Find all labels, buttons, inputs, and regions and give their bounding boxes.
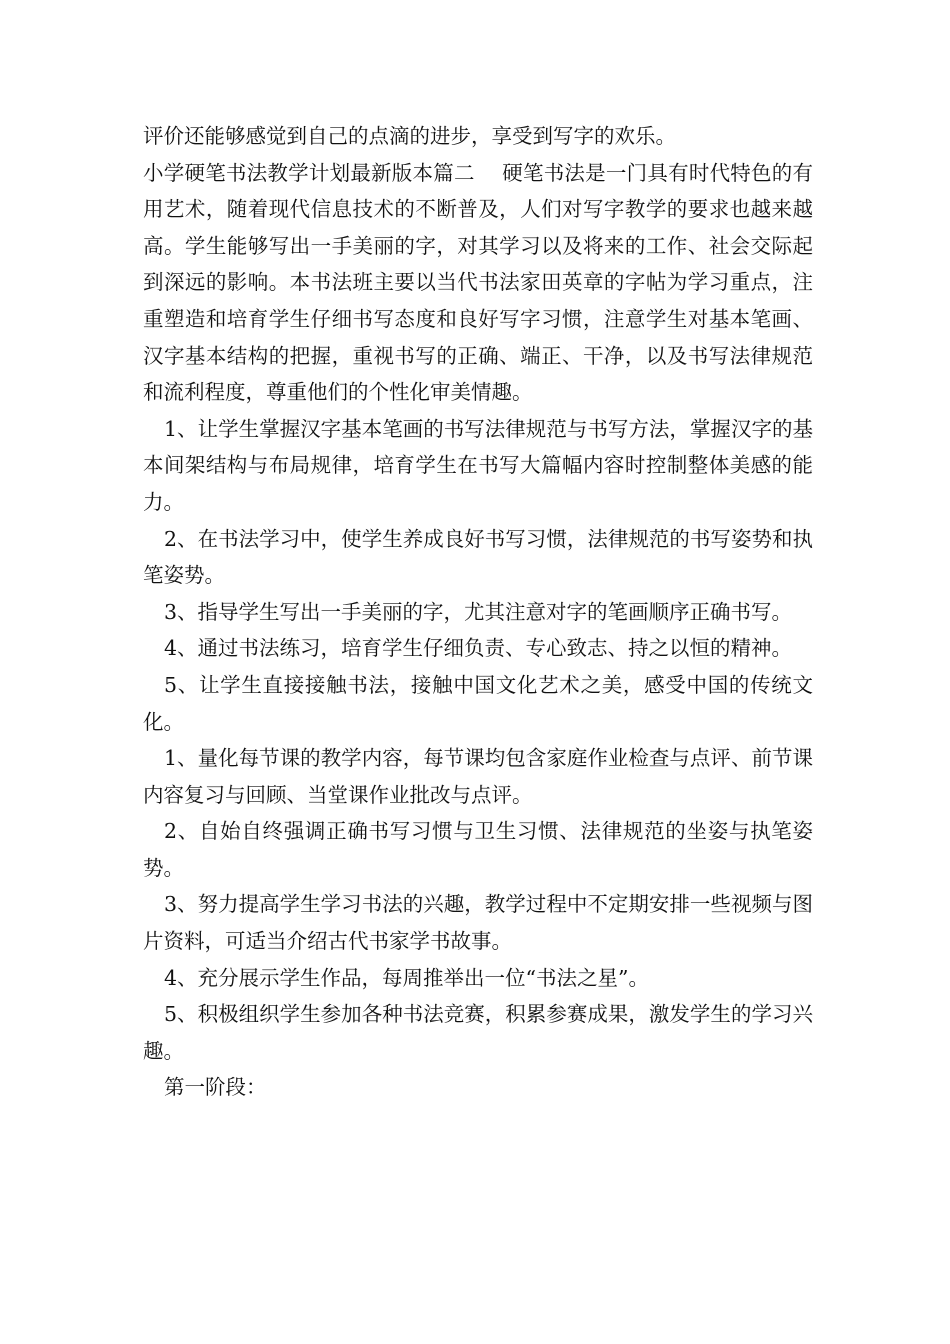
paragraph-section-title: 小学硬笔书法教学计划最新版本篇二 硬笔书法是一门具有时代特色的有用艺术，随着现代信息技术的不断普及，人们对写字教学的要求也越来越高。学生能够写出一手美丽的字，对其学习以及将来的工作、社会交际起到深远的影响。本书法班主要以当代书法家田英章的字帖为学习重点，注重塑造和培育学生仔细书写态度和良好写字习惯，注意学生对基本笔画、汉字基本结构的把握，重视书写的正确、端正、干净，以及书写法律规范和流利程度，尊重他们的个性化审美情趣。 (143, 160, 813, 405)
document-body (143, 118, 813, 1106)
paragraph-measure-5: 5、积极组织学生参加各种书法竞赛，积累参赛成果，激发学生的学习兴趣。 (143, 1002, 813, 1063)
paragraph-goal-5: 5、让学生直接接触书法，接触中国文化艺术之美，感受中国的传统文化。 (143, 672, 813, 734)
paragraph-intro-end: 评价还能够感觉到自己的点滴的进步，享受到写字的欢乐。 (143, 124, 676, 148)
paragraph-goal-4: 4、通过书法练习，培育学生仔细负责、专心致志、持之以恒的精神。 (164, 636, 793, 661)
paragraph-stage-heading: 第一阶段： (164, 1075, 267, 1100)
paragraph-measure-3: 3、努力提高学生学习书法的兴趣，教学过程中不定期安排一些视频与图片资料，可适当介绍古代书家学书故事。 (143, 892, 813, 954)
paragraph-goal-3: 3、指导学生写出一手美丽的字，尤其注意对字的笔画顺序正确书写。 (164, 599, 793, 624)
paragraph-goal-2: 2、在书法学习中，使学生养成良好书写习惯，法律规范的书写姿势和执笔姿势。 (143, 526, 813, 588)
paragraph-goal-1: 1、让学生掌握汉字基本笔画的书写法律规范与书写方法，掌握汉字的基本间架结构与布局规律，培育学生在书写大篇幅内容时控制整体美感的能力。 (143, 416, 813, 514)
paragraph-measure-1: 1、量化每节课的教学内容，每节课均包含家庭作业检查与点评、前节课内容复习与回顾、当堂课作业批改与点评。 (143, 746, 813, 807)
paragraph-measure-2: 2、自始自终强调正确书写习惯与卫生习惯、法律规范的坐姿与执笔姿势。 (143, 819, 813, 880)
paragraph-measure-4: 4、充分展示学生作品，每周推举出一位“书法之星”。 (164, 965, 650, 990)
